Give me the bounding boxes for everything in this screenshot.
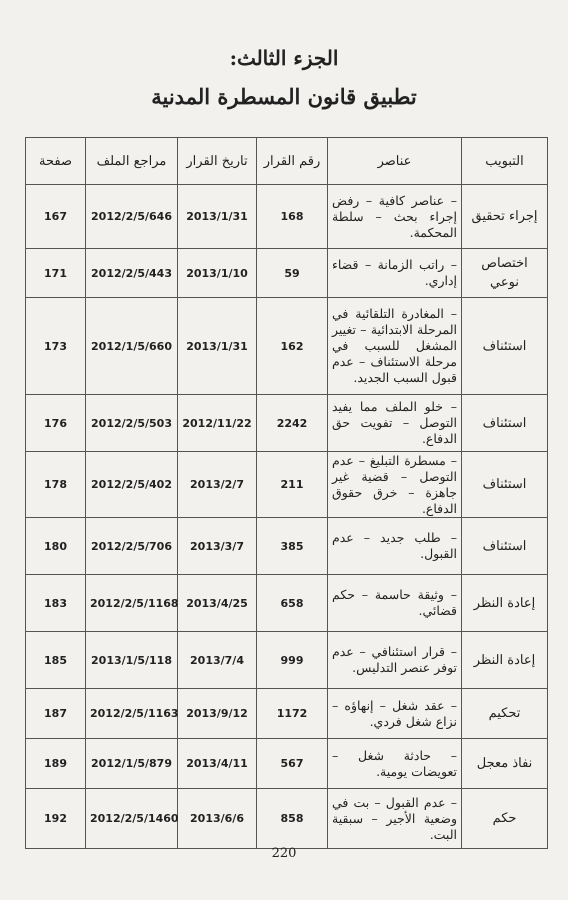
section-title: تطبيق قانون المسطرة المدنية <box>151 84 417 109</box>
row-elements: – راتب الزمانة – قضاء إداري. <box>328 249 462 298</box>
table-row <box>26 575 548 632</box>
row-category: استئناف <box>462 395 548 452</box>
row-decision-date: 2012/11/22 <box>178 395 257 452</box>
row-file-reference: 2012/2/5/503 <box>86 395 178 452</box>
decisions-table <box>25 137 548 849</box>
row-page: 173 <box>26 298 86 395</box>
row-category: إجراء تحقيق <box>462 185 548 249</box>
row-elements: – وثيقة حاسمة – حكم قضائي. <box>328 575 462 632</box>
table-header-row <box>26 138 548 185</box>
row-page: 192 <box>26 789 86 849</box>
row-elements: – مسطرة التبليغ – عدم التوصل – قضية غير جاهزة – خرق حقوق الدفاع. <box>328 452 462 518</box>
row-elements: – المغادرة التلقائية في المرحلة الابتدائية – تغيير المشغل للسبب في مرحلة الاستئناف – عدم قبول السبب الجديد. <box>328 298 462 395</box>
table-row <box>26 395 548 452</box>
row-decision-date: 2013/6/6 <box>178 789 257 849</box>
row-decision-date: 2013/3/7 <box>178 518 257 575</box>
row-decision-number: 385 <box>257 518 328 575</box>
row-page: 171 <box>26 249 86 298</box>
row-decision-number: 59 <box>257 249 328 298</box>
header-page: صفحة <box>26 138 86 185</box>
row-page: 178 <box>26 452 86 518</box>
row-elements: – قرار استئنافي – عدم توفر عنصر التدليس. <box>328 632 462 689</box>
table-row <box>26 518 548 575</box>
row-elements: – عناصر كافية – رفض إجراء بحث – سلطة المحكمة. <box>328 185 462 249</box>
table-row <box>26 739 548 789</box>
row-elements: – خلو الملف مما يفيد التوصل – تفويت حق الدفاع. <box>328 395 462 452</box>
row-file-reference: 2012/2/5/402 <box>86 452 178 518</box>
header-category: التبويب <box>462 138 548 185</box>
header-decision-date: تاريخ القرار <box>178 138 257 185</box>
row-page: 180 <box>26 518 86 575</box>
table-row <box>26 249 548 298</box>
row-decision-number: 2242 <box>257 395 328 452</box>
row-file-reference: 2012/2/5/1168 <box>86 575 178 632</box>
row-decision-date: 2013/4/11 <box>178 739 257 789</box>
row-decision-date: 2013/4/25 <box>178 575 257 632</box>
row-page: 189 <box>26 739 86 789</box>
row-elements: – عقد شغل – إنهاؤه – نزاع شغل فردي. <box>328 689 462 739</box>
row-category: نفاذ معجل <box>462 739 548 789</box>
row-decision-number: 858 <box>257 789 328 849</box>
row-elements: – عدم القبول – بت في وضعية الأجير – سبقية البت. <box>328 789 462 849</box>
row-file-reference: 2012/2/5/706 <box>86 518 178 575</box>
header-elements: عناصر <box>328 138 462 185</box>
row-decision-date: 2013/7/4 <box>178 632 257 689</box>
row-decision-date: 2013/2/7 <box>178 452 257 518</box>
row-page: 183 <box>26 575 86 632</box>
table-row <box>26 789 548 849</box>
row-category: استئناف <box>462 452 548 518</box>
part-heading: الجزء الثالث: <box>229 46 339 70</box>
row-decision-number: 658 <box>257 575 328 632</box>
row-file-reference: 2012/2/5/1460 <box>86 789 178 849</box>
row-decision-number: 162 <box>257 298 328 395</box>
row-decision-date: 2013/1/31 <box>178 298 257 395</box>
row-page: 185 <box>26 632 86 689</box>
row-file-reference: 2013/1/5/118 <box>86 632 178 689</box>
row-category: إعادة النظر <box>462 632 548 689</box>
table-row <box>26 689 548 739</box>
row-category: إعادة النظر <box>462 575 548 632</box>
row-file-reference: 2012/1/5/660 <box>86 298 178 395</box>
row-file-reference: 2012/2/5/1163 <box>86 689 178 739</box>
table-row <box>26 452 548 518</box>
table-row <box>26 185 548 249</box>
row-file-reference: 2012/1/5/879 <box>86 739 178 789</box>
row-decision-number: 567 <box>257 739 328 789</box>
header-decision-number: رقم القرار <box>257 138 328 185</box>
row-file-reference: 2012/2/5/443 <box>86 249 178 298</box>
row-elements: – حادثة شغل – تعويضات يومية. <box>328 739 462 789</box>
table-row <box>26 632 548 689</box>
page-number: 220 <box>271 846 297 861</box>
row-category: اختصاص نوعي <box>462 249 548 298</box>
row-category: استئناف <box>462 518 548 575</box>
row-page: 167 <box>26 185 86 249</box>
row-category: حكم <box>462 789 548 849</box>
row-decision-number: 211 <box>257 452 328 518</box>
row-page: 176 <box>26 395 86 452</box>
header-file-reference: مراجع الملف <box>86 138 178 185</box>
row-decision-date: 2013/1/10 <box>178 249 257 298</box>
row-page: 187 <box>26 689 86 739</box>
row-category: تحكيم <box>462 689 548 739</box>
row-category: استئناف <box>462 298 548 395</box>
row-decision-date: 2013/1/31 <box>178 185 257 249</box>
row-decision-number: 168 <box>257 185 328 249</box>
row-decision-date: 2013/9/12 <box>178 689 257 739</box>
row-decision-number: 999 <box>257 632 328 689</box>
row-elements: – طلب جديد – عدم القبول. <box>328 518 462 575</box>
row-file-reference: 2012/2/5/646 <box>86 185 178 249</box>
row-decision-number: 1172 <box>257 689 328 739</box>
table-row <box>26 298 548 395</box>
